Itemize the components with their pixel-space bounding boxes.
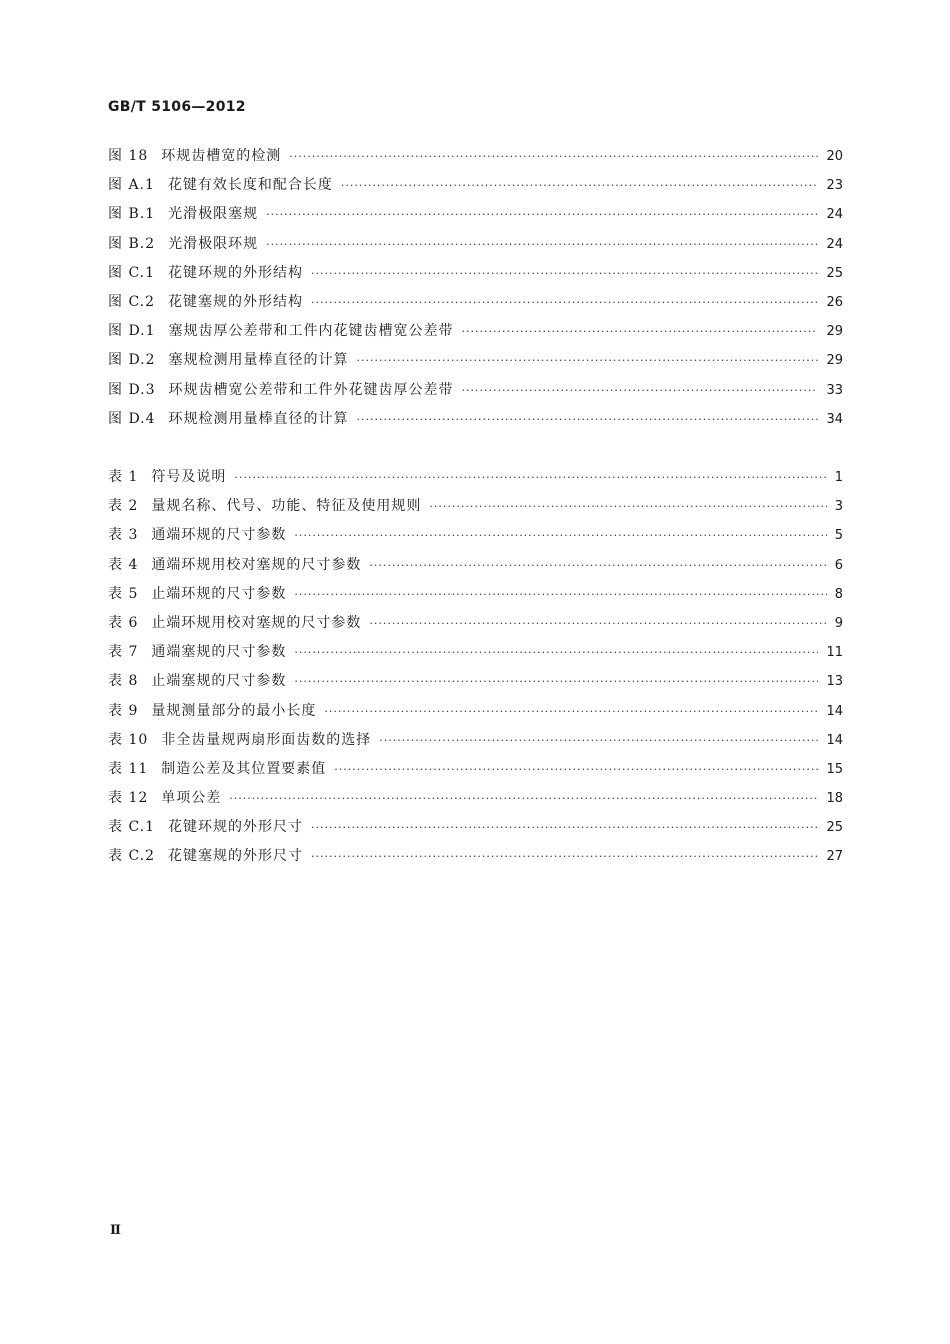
entry-title: 花键环规的外形尺寸 — [168, 819, 304, 836]
entry-number: 表 7 — [108, 644, 139, 661]
entry-title: 环规检测用量棒直径的计算 — [168, 410, 349, 427]
entry-number: 表 12 — [108, 790, 149, 807]
entry-number: 表 6 — [108, 614, 139, 631]
figure-toc-entry[interactable] — [108, 230, 843, 259]
figure-toc-entry[interactable] — [108, 142, 843, 171]
entry-page: 25 — [826, 265, 843, 281]
table-toc-entry[interactable] — [108, 784, 843, 813]
entry-title: 非全齿量规两扇形面齿数的选择 — [161, 731, 372, 748]
entry-number: 图 D.1 — [108, 323, 156, 340]
entry-number: 图 C.2 — [108, 293, 156, 310]
table-toc-entry[interactable] — [108, 580, 843, 609]
dot-leader — [462, 376, 819, 405]
entry-title: 止端环规用校对塞规的尺寸参数 — [151, 614, 362, 631]
dot-leader — [311, 813, 818, 842]
table-toc-entry[interactable] — [108, 609, 843, 638]
dot-leader — [294, 521, 826, 550]
entry-title: 光滑极限塞规 — [168, 206, 259, 223]
entry-title: 花键塞规的外形尺寸 — [168, 848, 304, 865]
entry-page: 25 — [826, 820, 843, 836]
entry-number: 表 2 — [108, 498, 139, 515]
figure-toc-entry[interactable] — [108, 288, 843, 317]
table-toc-entry[interactable] — [108, 842, 843, 871]
entry-number: 图 B.1 — [108, 206, 156, 223]
entry-page: 26 — [826, 294, 843, 310]
table-toc-entry[interactable] — [108, 667, 843, 696]
table-toc-entry[interactable] — [108, 755, 843, 784]
entry-page: 9 — [834, 615, 843, 631]
table-toc-entry[interactable] — [108, 726, 843, 755]
dot-leader — [294, 580, 826, 609]
figure-toc-entry[interactable] — [108, 317, 843, 346]
entry-number: 表 1 — [108, 469, 139, 485]
dot-leader — [357, 405, 819, 434]
entry-number: 图 D.4 — [108, 410, 156, 427]
entry-number: 图 D.2 — [108, 352, 156, 369]
table-toc-entry[interactable] — [108, 521, 843, 550]
figure-toc-entry[interactable] — [108, 200, 843, 229]
entry-page: 14 — [826, 703, 843, 719]
dot-leader — [429, 492, 826, 521]
entry-title: 花键塞规的外形结构 — [168, 293, 304, 310]
dot-leader — [311, 259, 818, 288]
dot-leader — [289, 142, 818, 171]
dot-leader — [266, 230, 818, 259]
entry-title: 花键环规的外形结构 — [168, 264, 304, 281]
entry-page: 6 — [834, 557, 843, 573]
entry-number: 表 9 — [108, 702, 139, 719]
entry-page: 20 — [826, 149, 843, 164]
dot-leader — [294, 667, 818, 696]
entry-page: 1 — [834, 470, 843, 485]
entry-title: 制造公差及其位置要素值 — [161, 760, 327, 777]
entry-title: 量规名称、代号、功能、特征及使用规则 — [151, 498, 422, 515]
entry-page: 18 — [826, 791, 843, 807]
entry-number: 表 4 — [108, 556, 139, 573]
entry-number: 表 C.2 — [108, 848, 156, 865]
entry-page: 33 — [826, 382, 843, 398]
table-toc-entry[interactable] — [108, 551, 843, 580]
dot-leader — [229, 784, 818, 813]
entry-page: 5 — [834, 528, 843, 544]
entry-number: 图 C.1 — [108, 264, 156, 281]
page-number: Ⅱ — [110, 1223, 121, 1238]
entry-number: 图 A.1 — [108, 177, 155, 194]
entry-title: 通端环规用校对塞规的尺寸参数 — [151, 556, 362, 573]
entry-page: 24 — [826, 207, 843, 223]
dot-leader — [324, 697, 818, 726]
table-toc-entry[interactable] — [108, 492, 843, 521]
entry-page: 29 — [826, 324, 843, 340]
table-toc-entry[interactable] — [108, 697, 843, 726]
entry-page: 29 — [826, 353, 843, 369]
table-list — [108, 463, 843, 872]
dot-leader — [462, 317, 819, 346]
entry-title: 止端环规的尺寸参数 — [151, 585, 287, 602]
entry-title: 塞规齿厚公差带和工件内花键齿槽宽公差带 — [168, 323, 454, 340]
dot-leader — [369, 551, 826, 580]
entry-title: 光滑极限环规 — [168, 235, 259, 252]
entry-title: 通端塞规的尺寸参数 — [151, 644, 287, 661]
entry-number: 表 3 — [108, 527, 139, 544]
figure-toc-entry[interactable] — [108, 171, 843, 200]
table-toc-entry[interactable] — [108, 813, 843, 842]
entry-number: 图 D.3 — [108, 381, 156, 398]
document-code: GB/T 5106—2012 — [108, 99, 246, 115]
entry-title: 塞规检测用量棒直径的计算 — [168, 352, 349, 369]
entry-page: 34 — [826, 411, 843, 427]
dot-leader — [379, 726, 818, 755]
entry-page: 15 — [826, 761, 843, 777]
entry-title: 单项公差 — [161, 790, 222, 807]
entry-number: 表 11 — [108, 760, 149, 777]
entry-title: 通端环规的尺寸参数 — [151, 527, 287, 544]
entry-page: 14 — [826, 732, 843, 748]
figure-list — [108, 142, 843, 434]
dot-leader — [369, 609, 826, 638]
entry-title: 环规齿槽宽公差带和工件外花键齿厚公差带 — [168, 381, 454, 398]
entry-number: 表 10 — [108, 731, 149, 748]
entry-page: 3 — [834, 499, 843, 515]
dot-leader — [311, 288, 818, 317]
dot-leader — [311, 842, 818, 871]
dot-leader — [234, 463, 826, 492]
entry-page: 13 — [826, 674, 843, 690]
entry-number: 图 B.2 — [108, 235, 156, 252]
entry-number: 表 8 — [108, 673, 139, 690]
entry-title: 符号及说明 — [151, 469, 227, 485]
entry-title: 止端塞规的尺寸参数 — [151, 673, 287, 690]
table-toc-entry[interactable] — [108, 463, 843, 492]
figure-toc-entry[interactable] — [108, 405, 843, 434]
entry-title: 环规齿槽宽的检测 — [161, 148, 282, 164]
entry-page: 11 — [826, 645, 843, 661]
entry-page: 23 — [826, 178, 843, 194]
table-toc-entry[interactable] — [108, 638, 843, 667]
dot-leader — [341, 171, 819, 200]
entry-page: 24 — [826, 236, 843, 252]
entry-page: 8 — [834, 586, 843, 602]
figure-toc-entry[interactable] — [108, 346, 843, 375]
figure-toc-entry[interactable] — [108, 259, 843, 288]
dot-leader — [357, 346, 819, 375]
entry-title: 量规测量部分的最小长度 — [151, 702, 317, 719]
entry-page: 27 — [826, 849, 843, 865]
entry-title: 花键有效长度和配合长度 — [167, 177, 333, 194]
entry-number: 表 C.1 — [108, 819, 156, 836]
dot-leader — [266, 200, 818, 229]
dot-leader — [334, 755, 818, 784]
dot-leader — [294, 638, 818, 667]
entry-number: 图 18 — [108, 148, 149, 164]
figure-toc-entry[interactable] — [108, 376, 843, 405]
entry-number: 表 5 — [108, 585, 139, 602]
